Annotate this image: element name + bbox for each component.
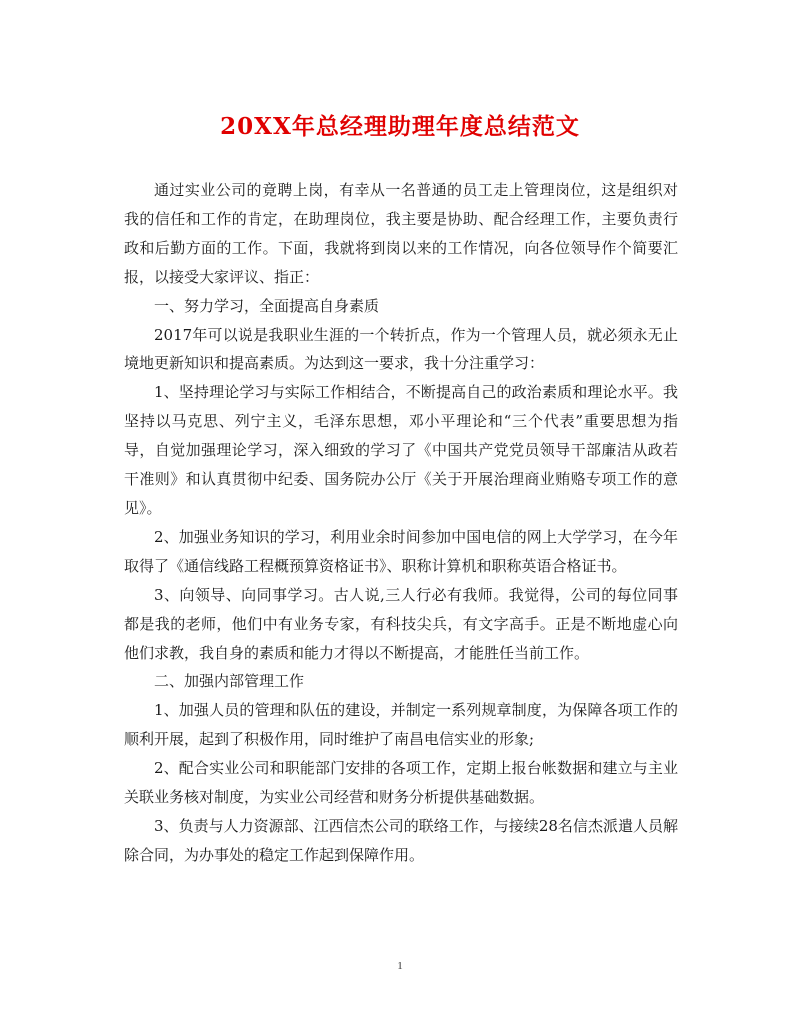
paragraph-2017: 2017年可以说是我职业生涯的一个转折点，作为一个管理人员，就必须永无止境地更新知识和提高素质。为达到这一要求，我十分注重学习：: [124, 325, 678, 373]
paragraph-intro: 通过实业公司的竟聘上岗，有幸从一名普通的员工走上管理岗位，这是组织对我的信任和工作的肯定，在助理岗位，我主要是协助、配合经理工作，主要负责行政和后勤方面的工作。下面，我就将到岗以来的工作情况，向各位领导作个简要汇报，以接受大家评议、指正：: [124, 181, 678, 286]
section-heading-2: 二、加强内部管理工作: [154, 672, 305, 691]
paragraph-item-2-2: 2、配合实业公司和职能部门安排的各项工作，定期上报台帐数据和建立与主业关联业务核对制度，为实业公司经营和财务分析提供基础数据。: [124, 759, 678, 807]
paragraph-item-1-2: 2、加强业务知识的学习，利用业余时间参加中国电信的网上大学学习，在今年取得了《通信线路工程概预算资格证书》、职称计算机和职称英语合格证书。: [124, 527, 678, 575]
page-number: 1: [397, 960, 403, 972]
section-heading-1: 一、努力学习，全面提高自身素质: [154, 296, 380, 315]
document-body: [124, 176, 678, 870]
paragraph-item-2-1: 1、加强人员的管理和队伍的建设，并制定一系列规章制度，为保障各项工作的顺利开展，起到了积极作用，同时维护了南昌电信实业的形象;: [124, 701, 678, 749]
paragraph-item-1-1: 1、坚持理论学习与实际工作相结合，不断提高自己的政治素质和理论水平。我坚持以马克思、列宁主义，毛泽东思想，邓小平理论和“三个代表”重要思想为指导，自觉加强理论学习，深入细致的学习了《中国共产党党员领导干部廉洁从政若干准则》和认真贯彻中纪委、国务院办公厅《关于开展治理商业贿赂专项工作的意见》。: [124, 383, 678, 517]
document-title: 20XX年总经理助理年度总结范文: [220, 113, 580, 140]
paragraph-item-1-3: 3、向领导、向同事学习。古人说,三人行必有我师。我觉得，公司的每位同事都是我的老师，他们中有业务专家，有科技尖兵，有文字高手。正是不断地虚心向他们求教，我自身的素质和能力才得以不断提高，才能胜任当前工作。: [124, 585, 678, 662]
paragraph-item-2-3: 3、负责与人力资源部、江西信杰公司的联络工作，与接续28名信杰派遣人员解除合同，为办事处的稳定工作起到保障作用。: [124, 816, 678, 864]
